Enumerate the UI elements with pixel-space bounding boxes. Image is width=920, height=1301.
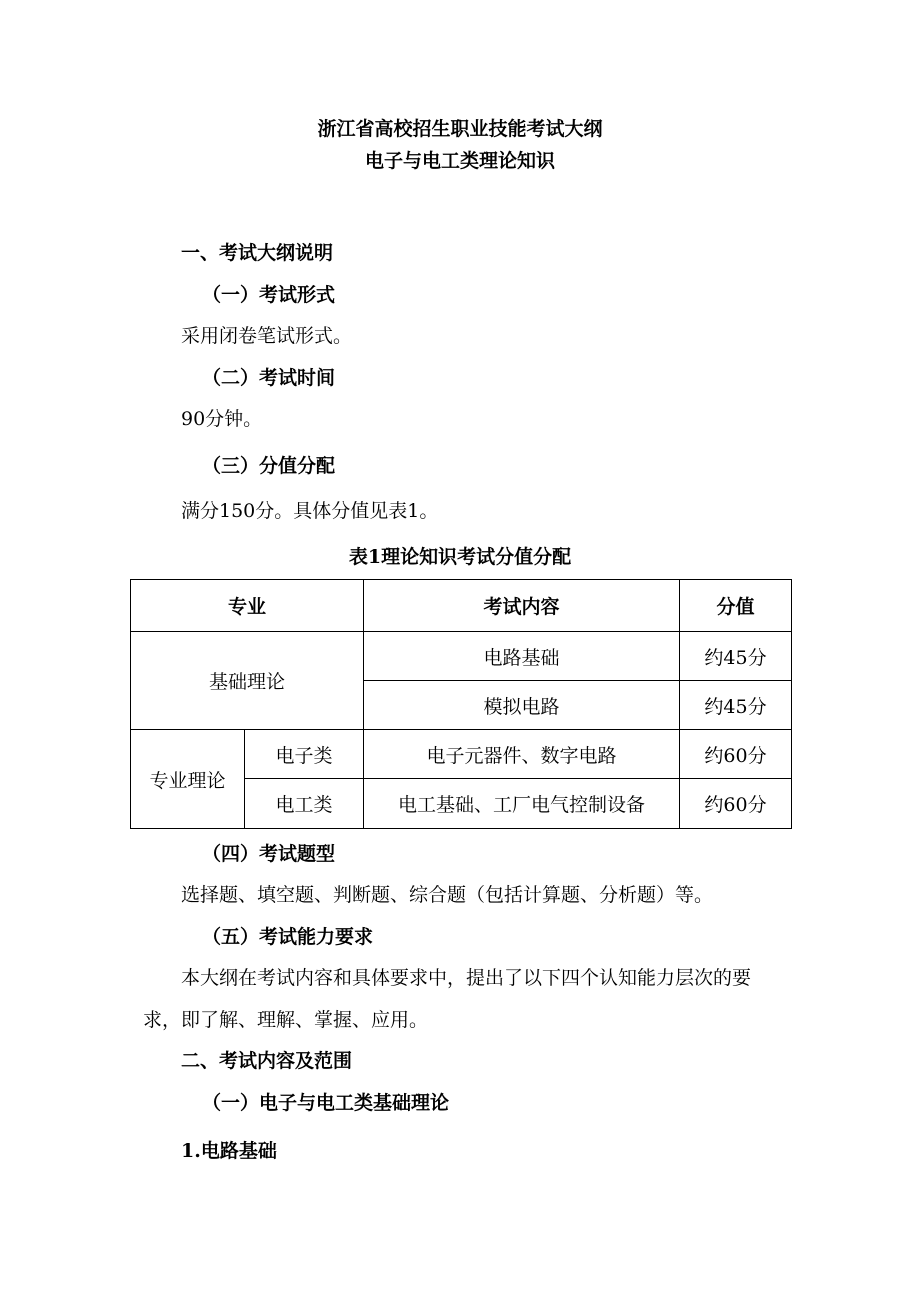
table-row — [131, 632, 792, 681]
sub3-heading: （三）分值分配 — [202, 455, 336, 477]
sub4-text: 选择题、填空题、判断题、综合题（包括计算题、分析题）等。 — [181, 884, 714, 906]
score-table — [130, 579, 792, 829]
content-cell: 电工基础、工厂电气控制设备 — [364, 779, 680, 829]
document-subtitle: 电子与电工类理论知识 — [364, 150, 555, 172]
score-cell: 约45分 — [680, 632, 792, 681]
table-caption: 表1理论知识考试分值分配 — [348, 546, 572, 568]
header-major: 专业 — [131, 580, 364, 632]
header-score: 分值 — [680, 580, 792, 632]
table-header-row — [131, 580, 792, 632]
sub3-text: 满分150分。具体分值见表1。 — [181, 500, 439, 522]
sub1-heading: （一）考试形式 — [202, 284, 336, 306]
score-cell: 约60分 — [680, 779, 792, 829]
content-cell: 电路基础 — [364, 632, 680, 681]
sub5-heading: （五）考试能力要求 — [202, 926, 374, 948]
section2-heading: 二、考试内容及范围 — [181, 1050, 353, 1072]
content-cell: 电子元器件、数字电路 — [364, 730, 680, 779]
score-cell: 约45分 — [680, 681, 792, 730]
group-professional-theory: 专业理论 — [131, 730, 245, 829]
sub5-text-line2: 求，即了解、理解、掌握、应用。 — [143, 1009, 429, 1031]
section1-heading: 一、考试大纲说明 — [181, 242, 334, 264]
document-title: 浙江省高校招生职业技能考试大纲 — [317, 118, 603, 140]
content-cell: 模拟电路 — [364, 681, 680, 730]
sub5-text-line1: 本大纲在考试内容和具体要求中，提出了以下四个认知能力层次的要 — [181, 967, 752, 989]
score-cell: 约60分 — [680, 730, 792, 779]
sub1-text: 采用闭卷笔试形式。 — [181, 325, 353, 347]
section2-item1: 1.电路基础 — [181, 1140, 277, 1162]
sub2-text: 90分钟。 — [181, 408, 263, 430]
header-content: 考试内容 — [364, 580, 680, 632]
subgroup-electrical: 电工类 — [245, 779, 364, 829]
table-row — [131, 730, 792, 779]
group-basic-theory: 基础理论 — [131, 632, 364, 730]
sub4-heading: （四）考试题型 — [202, 843, 336, 865]
subgroup-electronic: 电子类 — [245, 730, 364, 779]
section2-sub1-heading: （一）电子与电工类基础理论 — [202, 1092, 450, 1114]
sub2-heading: （二）考试时间 — [202, 367, 336, 389]
